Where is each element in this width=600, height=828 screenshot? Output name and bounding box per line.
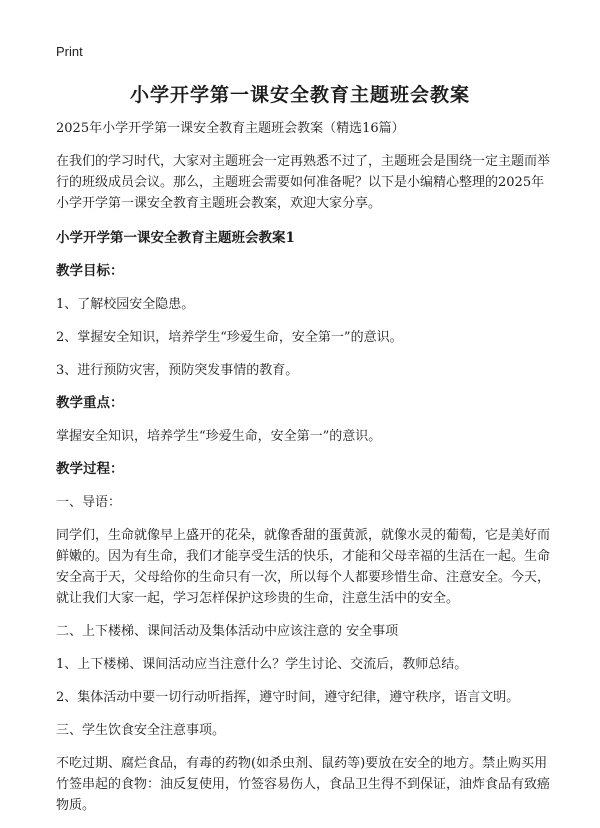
- step-intro-label: 一、导语：: [56, 495, 122, 510]
- goals-heading: 教学目标：: [56, 263, 124, 279]
- document-subtitle: 2025年小学开学第一课安全教育主题班会教案（精选16篇）: [56, 121, 405, 136]
- goal-item: 2、掌握安全知识，培养学生“珍爱生命，安全第一”的意识。: [56, 330, 403, 345]
- goal-item: 1、了解校园安全隐患。: [56, 297, 195, 312]
- process-heading: 教学过程：: [56, 461, 124, 477]
- focus-text: 掌握安全知识，培养学生“珍爱生命，安全第一”的意识。: [56, 429, 382, 444]
- step-2-heading: 二、上下楼梯、课间活动及集体活动中应该注意的 安全事项: [56, 624, 399, 639]
- intro-paragraph: 在我们的学习时代，大家对主题班会一定再熟悉不过了，主题班会是围绕一定主题而举行的班级成员会议。那么，主题班会需要如何准备呢？以下是小编精心整理的2025年小学开学第一课安全教育主题班会教案，欢迎大家分享。: [56, 154, 551, 211]
- print-link[interactable]: Print: [56, 44, 83, 59]
- focus-heading: 教学重点：: [56, 395, 124, 411]
- step-2-item: 1、上下楼梯、课间活动应当注意什么？学生讨论、交流后，教师总结。: [56, 657, 468, 672]
- step-3-heading: 三、学生饮食安全注意事项。: [56, 723, 226, 738]
- step-intro-paragraph: 同学们，生命就像早上盛开的花朵，就像香甜的蛋黄派，就像水灵的葡萄，它是美好而鲜嫩的。因为有生命，我们才能享受生活的快乐，才能和父母幸福的生活在一起。生命安全高于天，父母给你的生命只有一次，所以每个人都要珍惜生命、注意安全。今天，就让我们大家一起，学习怎样保护这珍贵的生命，注意生活中的安全。: [56, 528, 551, 606]
- step-3-paragraph: 不吃过期、腐烂食品，有毒的药物(如杀虫剂、鼠药等)要放在安全的地方。禁止购买用竹签串起的食物：油反复使用，竹签容易伤人，食品卫生得不到保证，油炸食品有致癌物质。: [56, 756, 551, 813]
- goal-item: 3、进行预防灾害，预防突发事情的教育。: [56, 363, 299, 378]
- step-2-item: 2、集体活动中要一切行动听指挥，遵守时间，遵守纪律，遵守秩序，语言文明。: [56, 690, 520, 705]
- document-body: [56, 118, 550, 828]
- page-title: 小学开学第一课安全教育主题班会教案: [129, 84, 470, 106]
- section-title: 小学开学第一课安全教育主题班会教案1: [56, 230, 295, 246]
